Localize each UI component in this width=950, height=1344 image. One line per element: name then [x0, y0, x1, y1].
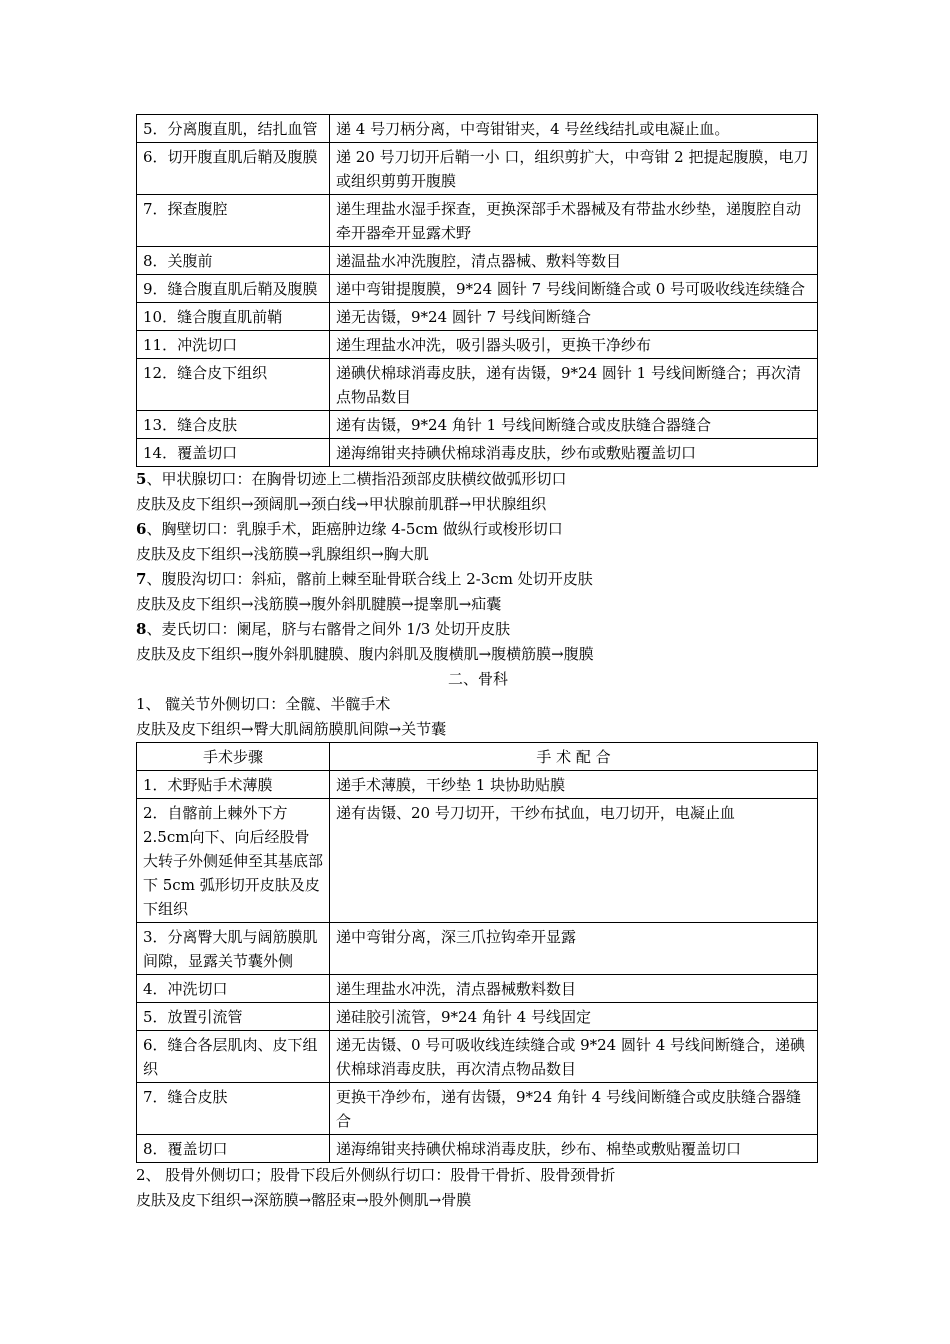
step-cell: 6．缝合各层肌肉、皮下组织: [137, 1031, 330, 1083]
coop-cell: 递生理盐水冲洗，清点器械敷料数目: [330, 975, 818, 1003]
chest-wall-incision-layers: 皮肤及皮下组织→浅筋膜→乳腺组织→胸大肌: [136, 545, 429, 563]
femur-incision-title: 2、 股骨外侧切口；股骨下段后外侧纵行切口：股骨干骨折、股骨颈骨折: [136, 1166, 616, 1184]
incision-number: 6: [136, 520, 147, 538]
step-cell: 8．覆盖切口: [137, 1135, 330, 1163]
table-row: [137, 359, 818, 411]
step-cell: 12．缝合皮下组织: [137, 359, 330, 411]
surgery-steps-table-hip: [136, 742, 818, 1163]
table-row: [137, 975, 818, 1003]
step-cell: 7．缝合皮肤: [137, 1083, 330, 1135]
step-cell: 5．分离腹直肌，结扎血管: [137, 115, 330, 143]
coop-cell: 递有齿镊、20 号刀切开，干纱布拭血，电刀切开，电凝止血: [330, 799, 818, 923]
coop-cell: 递手术薄膜，干纱垫 1 块协助贴膜: [330, 771, 818, 799]
header-step: 手术步骤: [137, 743, 330, 771]
coop-cell: 递有齿镊，9*24 角针 1 号线间断缝合或皮肤缝合器缝合: [330, 411, 818, 439]
table-row: [137, 143, 818, 195]
step-cell: 13．缝合皮肤: [137, 411, 330, 439]
coop-cell: 递海绵钳夹持碘伏棉球消毒皮肤，纱布、棉垫或敷贴覆盖切口: [330, 1135, 818, 1163]
incision-text: 、甲状腺切口：在胸骨切迹上二横指沿颈部皮肤横纹做弧形切口: [146, 470, 567, 488]
table-row: [137, 331, 818, 359]
table-row: [137, 1135, 818, 1163]
table-row: [137, 1003, 818, 1031]
thyroid-incision-layers: 皮肤及皮下组织→颈阔肌→颈白线→甲状腺前肌群→甲状腺组织: [136, 495, 547, 513]
table-row: [137, 247, 818, 275]
coop-cell: 递无齿镊、0 号可吸收线连续缝合或 9*24 圆针 4 号线间断缝合，递碘伏棉球消毒皮肤，再次清点物品数目: [330, 1031, 818, 1083]
incision-number: 5: [136, 470, 147, 488]
table-row: [137, 195, 818, 247]
mcburney-incision-layers: 皮肤及皮下组织→腹外斜肌腱膜、腹内斜肌及腹横肌→腹横筋膜→腹膜: [136, 645, 594, 663]
header-coop: 手 术 配 合: [330, 743, 818, 771]
surgery-steps-table-abdomen: [136, 114, 818, 467]
table-row: [137, 411, 818, 439]
hip-incision-title: 1、 髋关节外侧切口：全髋、半髋手术: [136, 695, 391, 713]
table-row: [137, 303, 818, 331]
coop-cell: 递无齿镊，9*24 圆针 7 号线间断缝合: [330, 303, 818, 331]
thyroid-incision-title: [136, 467, 820, 492]
coop-cell: 递生理盐水冲洗，吸引器头吸引，更换干净纱布: [330, 331, 818, 359]
inguinal-incision-title: [136, 567, 820, 592]
coop-cell: 递温盐水冲洗腹腔，清点器械、敷料等数目: [330, 247, 818, 275]
incision-text: 、腹股沟切口：斜疝，髂前上棘至耻骨联合线上 2-3cm 处切开皮肤: [146, 570, 593, 588]
hip-incision-layers: 皮肤及皮下组织→臀大肌阔筋膜肌间隙→关节囊: [136, 720, 447, 738]
incision-text: 、麦氏切口：阑尾，脐与右髂骨之间外 1/3 处切开皮肤: [146, 620, 511, 638]
step-cell: 3．分离臀大肌与阔筋膜肌间隙，显露关节囊外侧: [137, 923, 330, 975]
coop-cell: 递生理盐水湿手探查，更换深部手术器械及有带盐水纱垫，递腹腔自动牵开器牵开显露术野: [330, 195, 818, 247]
mcburney-incision-title: [136, 617, 820, 642]
table-row: [137, 1083, 818, 1135]
step-cell: 11．冲洗切口: [137, 331, 330, 359]
table-row: [137, 115, 818, 143]
coop-cell: 递中弯钳提腹膜，9*24 圆针 7 号线间断缝合或 0 号可吸收线连续缝合: [330, 275, 818, 303]
table-header-row: [137, 743, 818, 771]
table-row: [137, 439, 818, 467]
coop-cell: 递硅胶引流管，9*24 角针 4 号线固定: [330, 1003, 818, 1031]
step-cell: 7．探查腹腔: [137, 195, 330, 247]
step-cell: 6．切开腹直肌后鞘及腹膜: [137, 143, 330, 195]
coop-cell: 递 4 号刀柄分离，中弯钳钳夹，4 号丝线结扎或电凝止血。: [330, 115, 818, 143]
chest-wall-incision-title: [136, 517, 820, 542]
step-cell: 1．术野贴手术薄膜: [137, 771, 330, 799]
step-cell: 5．放置引流管: [137, 1003, 330, 1031]
inguinal-incision-layers: 皮肤及皮下组织→浅筋膜→腹外斜肌腱膜→提睾肌→疝囊: [136, 595, 502, 613]
incision-text: 、胸壁切口：乳腺手术，距癌肿边缘 4-5cm 做纵行或梭形切口: [146, 520, 563, 538]
table-row: [137, 771, 818, 799]
step-cell: 10．缝合腹直肌前鞘: [137, 303, 330, 331]
step-cell: 4．冲洗切口: [137, 975, 330, 1003]
table-row: [137, 799, 818, 923]
step-cell: 9．缝合腹直肌后鞘及腹膜: [137, 275, 330, 303]
coop-cell: 递 20 号刀切开后鞘一小 口，组织剪扩大，中弯钳 2 把提起腹膜，电刀或组织剪剪开腹膜: [330, 143, 818, 195]
step-cell: 8．关腹前: [137, 247, 330, 275]
coop-cell: 递中弯钳分离，深三爪拉钩牵开显露: [330, 923, 818, 975]
step-cell: 2．自髂前上棘外下方 2.5cm向下、向后经股骨大转子外侧延伸至其基底部下 5cm 弧形切开皮肤及皮下组织: [137, 799, 330, 923]
table-row: [137, 1031, 818, 1083]
incision-number: 8: [136, 620, 147, 638]
femur-incision-layers: 皮肤及皮下组织→深筋膜→髂胫束→股外侧肌→骨膜: [136, 1191, 472, 1209]
coop-cell: 递海绵钳夹持碘伏棉球消毒皮肤，纱布或敷贴覆盖切口: [330, 439, 818, 467]
table-row: [137, 923, 818, 975]
coop-cell: 递碘伏棉球消毒皮肤，递有齿镊，9*24 圆针 1 号线间断缝合；再次清点物品数目: [330, 359, 818, 411]
coop-cell: 更换干净纱布，递有齿镊，9*24 角针 4 号线间断缝合或皮肤缝合器缝合: [330, 1083, 818, 1135]
table-row: [137, 275, 818, 303]
incision-number: 7: [136, 570, 147, 588]
section-title-orthopedics: 二、骨科: [447, 670, 508, 688]
step-cell: 14．覆盖切口: [137, 439, 330, 467]
document-page: [136, 114, 820, 1213]
